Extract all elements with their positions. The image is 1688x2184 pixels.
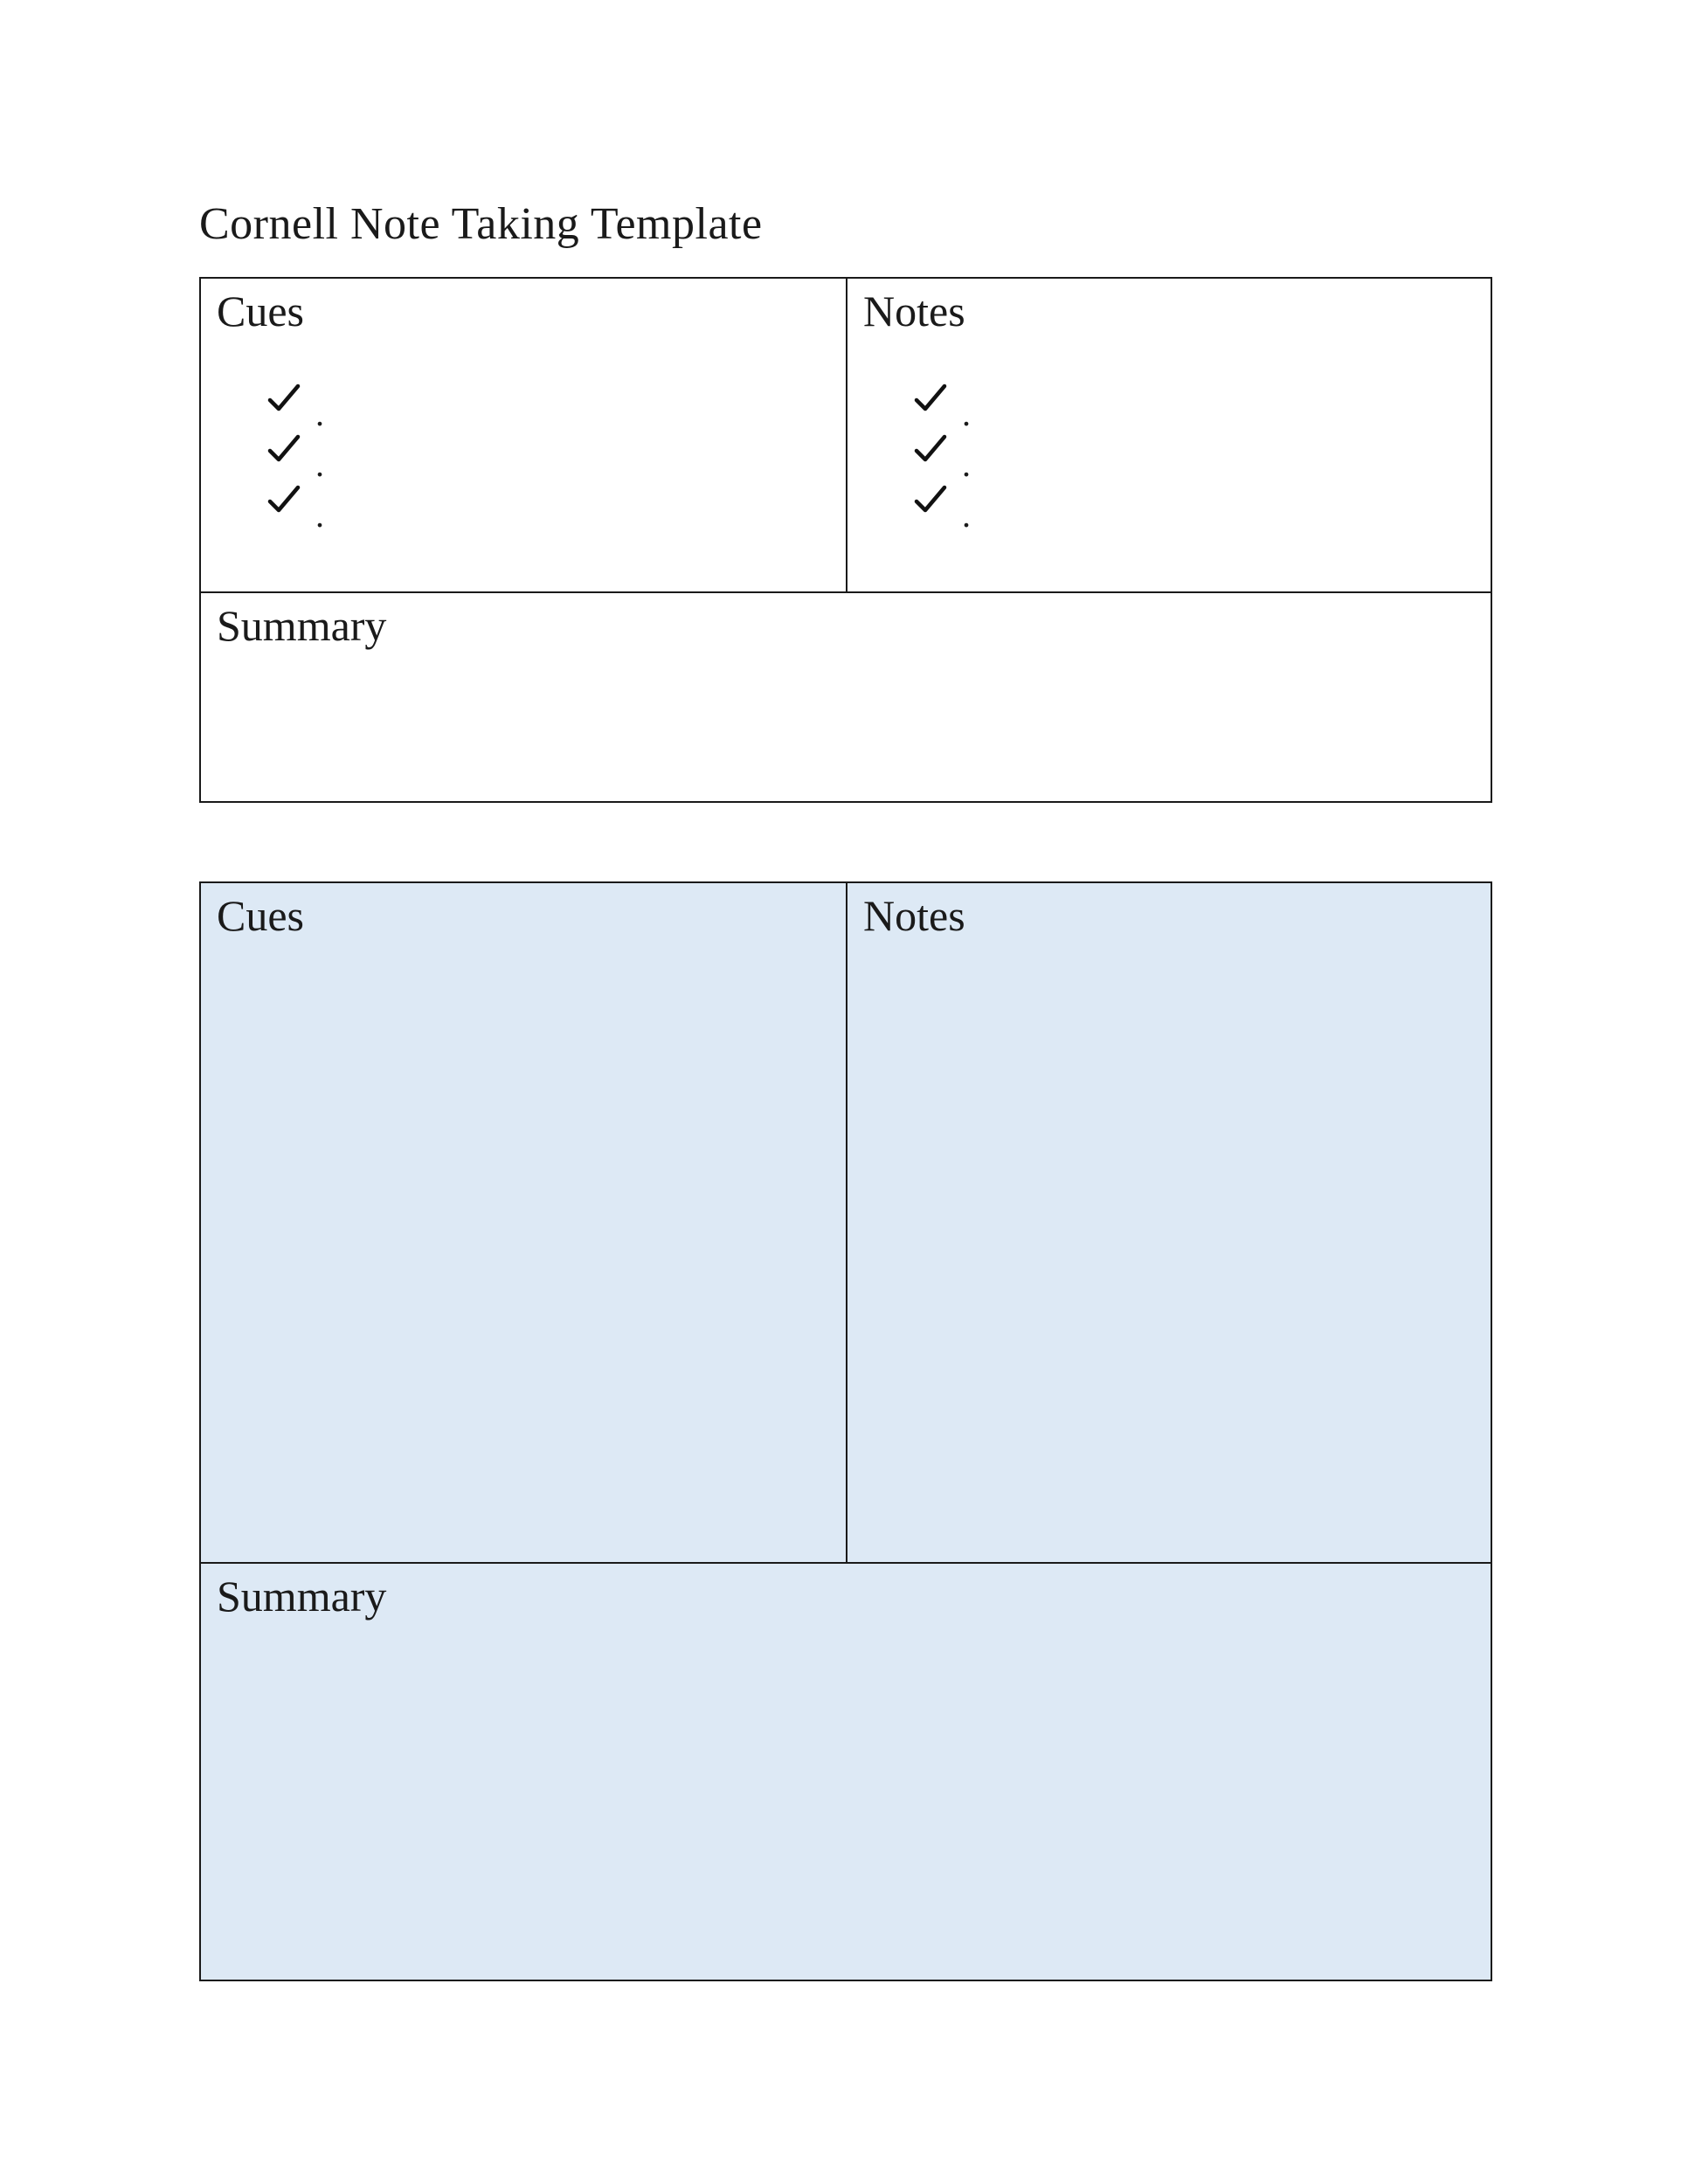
checkmark-icon [266, 483, 305, 523]
checklist-item-text[interactable]: . [315, 445, 324, 484]
template-table-bottom [199, 881, 1492, 1981]
checkmark-icon [266, 432, 305, 473]
checklist-item-text[interactable]: . [962, 394, 971, 433]
notes-heading: Notes [863, 891, 965, 940]
notes-cell[interactable] [847, 279, 1491, 593]
checklist-item [913, 382, 971, 432]
checklist-item [913, 432, 971, 483]
cues-heading: Cues [217, 287, 304, 335]
checklist-item-text[interactable]: . [962, 495, 971, 535]
cues-checklist [266, 382, 324, 534]
summary-cell[interactable] [201, 593, 1491, 801]
checkmark-icon [913, 432, 951, 473]
checklist-item-text[interactable]: . [315, 394, 324, 433]
document-title: Cornell Note Taking Template [199, 199, 763, 249]
summary-heading: Summary [217, 1572, 387, 1621]
cues-cell[interactable] [201, 883, 847, 1564]
cues-cell[interactable] [201, 279, 847, 593]
checklist-item [266, 432, 324, 483]
checkmark-icon [266, 382, 305, 422]
summary-cell[interactable] [201, 1564, 1491, 1980]
checklist-item [266, 382, 324, 432]
cues-heading: Cues [217, 891, 304, 940]
notes-cell[interactable] [847, 883, 1491, 1564]
template-table-top [199, 277, 1492, 803]
summary-heading: Summary [217, 601, 387, 650]
checklist-item-text[interactable]: . [962, 445, 971, 484]
checklist-item [913, 483, 971, 534]
notes-heading: Notes [863, 287, 965, 335]
checkmark-icon [913, 483, 951, 523]
checklist-item [266, 483, 324, 534]
checklist-item-text[interactable]: . [315, 495, 324, 535]
notes-checklist [913, 382, 971, 534]
checkmark-icon [913, 382, 951, 422]
